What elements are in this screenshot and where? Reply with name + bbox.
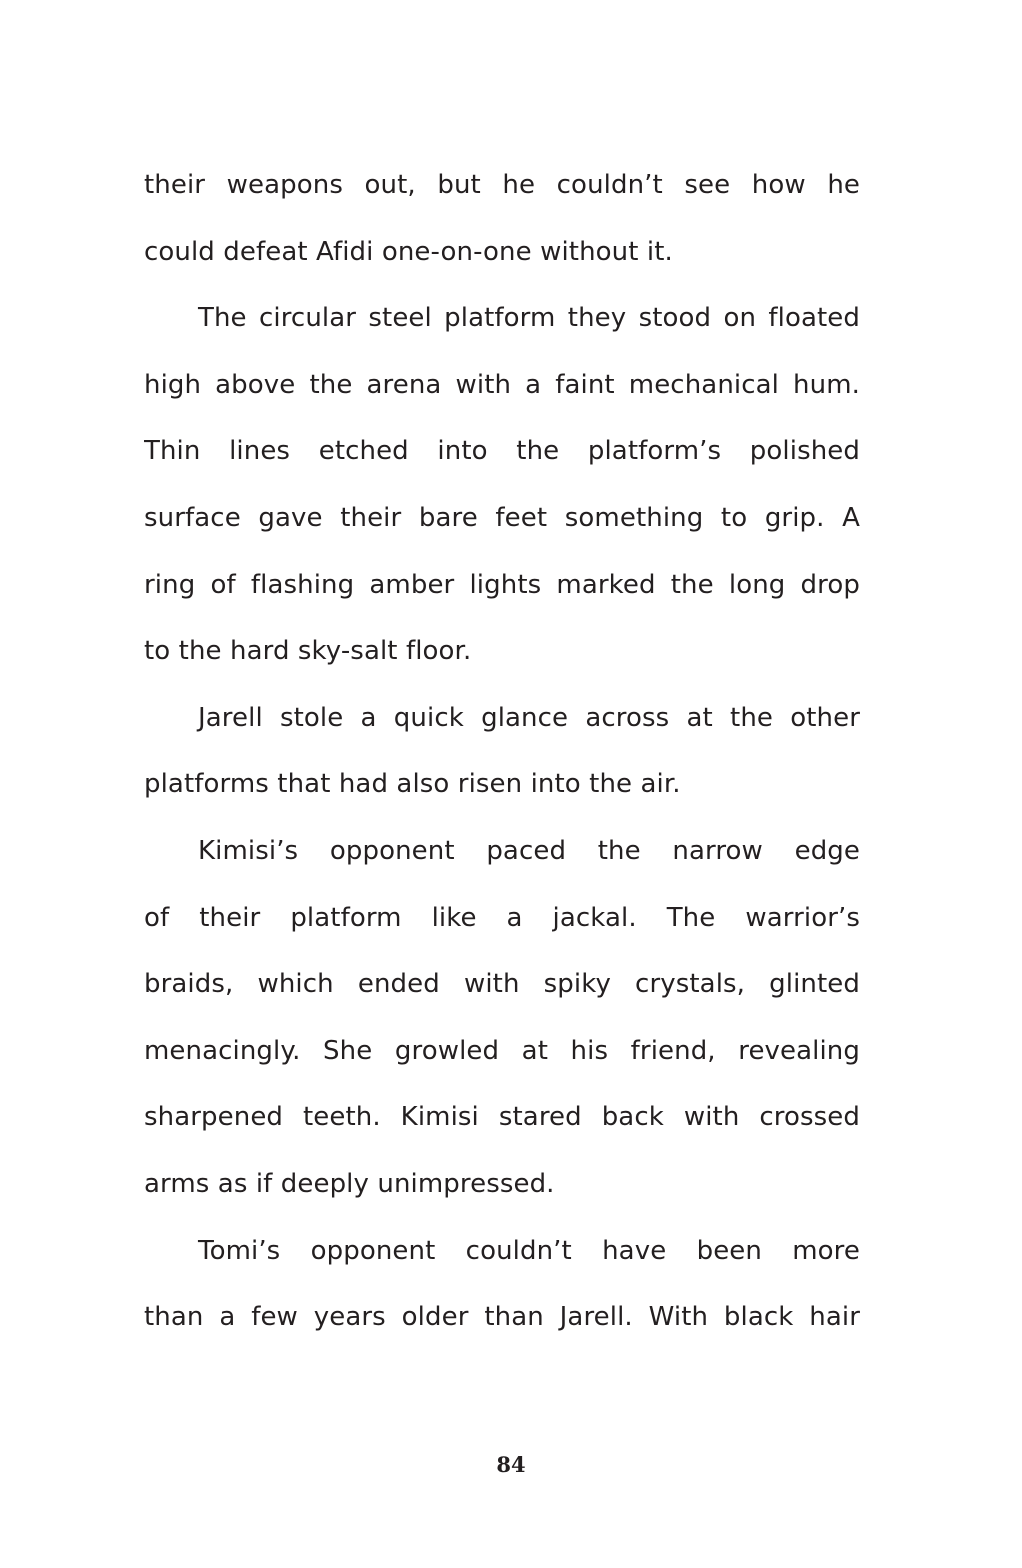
text-line: could defeat Afidi one-on-one without it. (144, 236, 673, 267)
text-line: arms as if deeply unimpressed. (144, 1168, 555, 1199)
text-line: than a few years older than Jarell. With black hair (144, 1302, 860, 1333)
text-line: braids, which ended with spiky crystals, glinted (144, 969, 860, 1000)
body-text (144, 152, 860, 1351)
text-line: Kimisi’s opponent paced the narrow edge (198, 835, 860, 866)
text-line: The circular steel platform they stood on floated (198, 303, 860, 334)
text-line: high above the arena with a faint mechanical hum. (144, 369, 860, 400)
text-line: Jarell stole a quick glance across at the other (198, 702, 860, 733)
text-line: Thin lines etched into the platform’s polished (144, 436, 860, 467)
text-line: menacingly. She growled at his friend, revealing (144, 1035, 860, 1066)
text-line: of their platform like a jackal. The warrior’s (144, 902, 860, 933)
page-number: 84 (496, 1452, 526, 1477)
text-line: ring of flashing amber lights marked the long drop (144, 569, 860, 600)
text-line: to the hard sky-salt floor. (144, 636, 472, 667)
text-line: sharpened teeth. Kimisi stared back with crossed (144, 1102, 860, 1133)
text-line: platforms that had also risen into the air. (144, 769, 681, 800)
text-line: their weapons out, but he couldn’t see how he (144, 170, 860, 200)
text-line: surface gave their bare feet something to grip. A (144, 502, 860, 533)
text-line: Tomi’s opponent couldn’t have been more (198, 1235, 860, 1266)
